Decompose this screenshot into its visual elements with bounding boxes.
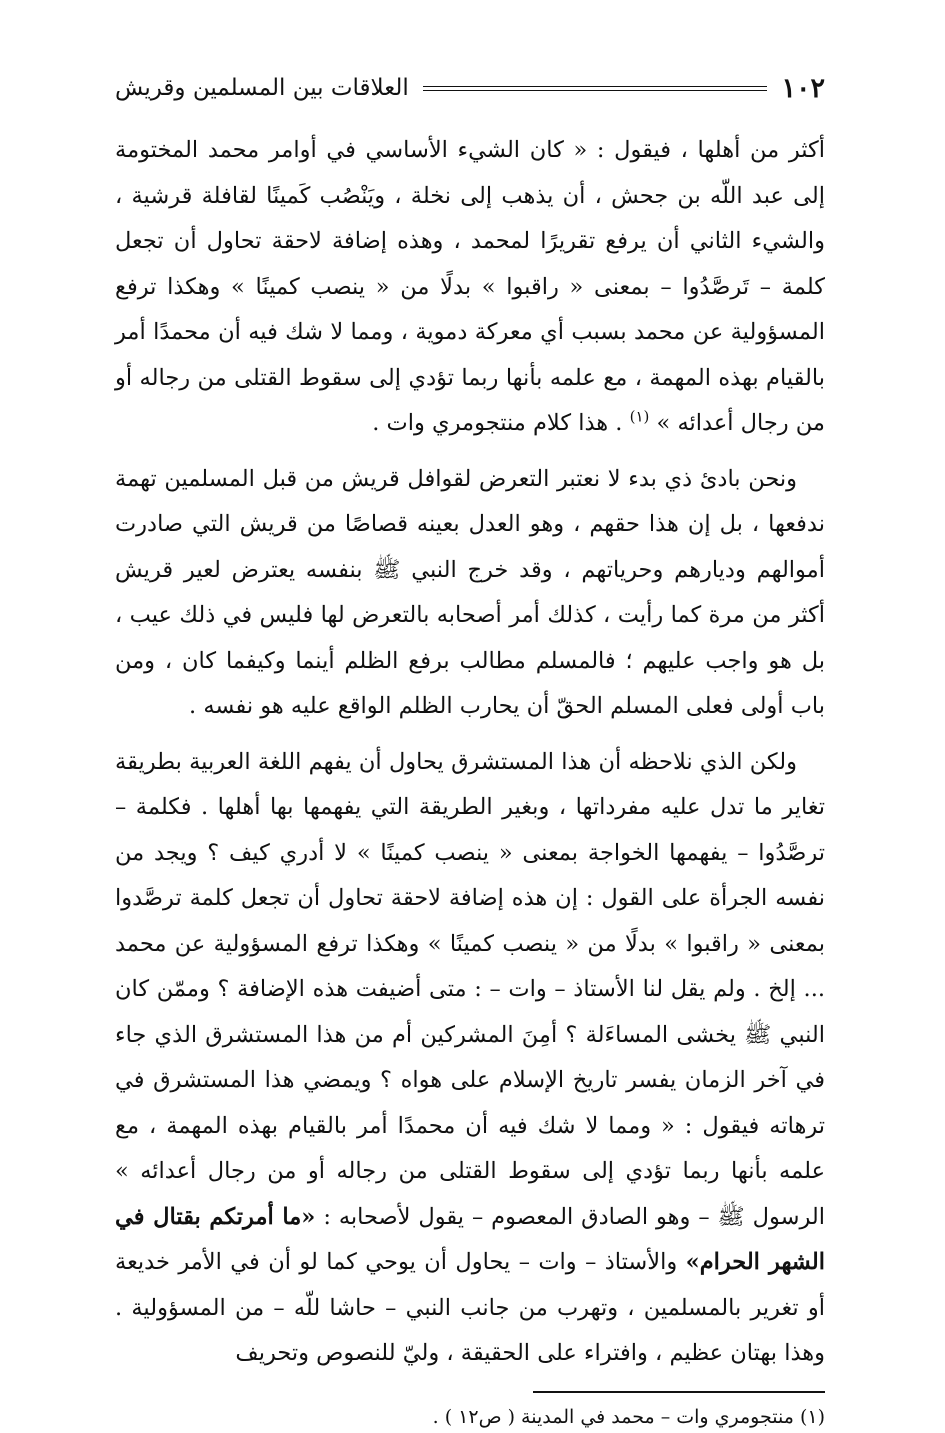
footnote: (١) منتجومري وات – محمد في المدينة ( ص١٢ ) .	[432, 1405, 825, 1428]
book-page	[115, 68, 825, 1428]
page-number: ١٠٢	[781, 72, 825, 104]
running-header	[115, 68, 825, 108]
paragraph-1-ending: . هذا كلام منتجومري وات .	[372, 410, 630, 436]
paragraph-1-text: أكثر من أهلها ، فيقول : « كان الشيء الأساسي في أوامر محمد المختومة إلى عبد اللّه بن جحش ، أن يذهب إلى نخلة ، ويَنْصُب كَمينًا لقافلة قرشية ، والشيء الثاني أن يرفع تقريرًا لمحمد ، وهذه إضافة لاحقة تحاول أن تجعل كلمة – تَرصَّدُوا – بمعنى « راقبوا » بدلًا من « ينصب كمينًا » وهكذا ترفع المسؤولية عن محمد بسبب أي معركة دموية ، ومما لا شك فيه أن محمدًا أمر بالقيام بهذه المهمة ، مع علمه بأنها ربما تؤدي إلى سقوط القتلى من رجاله أو من رجال أعدائه »	[115, 137, 825, 436]
paragraph-1	[115, 128, 825, 447]
hadith-quote: «ما أمرتكم بقتال في الشهر الحرام»	[115, 1203, 825, 1275]
paragraph-2: ونحن بادئ ذي بدء لا نعتبر التعرض لقوافل قريش من قبل المسلمين تهمة ندفعها ، بل إن هذا حقهم ، وهو العدل بعينه قصاصًا من قريش التي صادرت أموالهم وديارهم وحرياتهم ، وقد خرج النبي ﷺ بنفسه يعترض لعير قريش أكثر من مرة كما رأيت ، كذلك أمر أصحابه بالتعرض لها فليس في ذلك عيب ، بل هو واجب عليهم ؛ فالمسلم مطالب برفع الظلم أينما وكيفما كان ، ومن باب أولى فعلى المسلم الحقّ أن يحارب الظلم الواقع عليه هو نفسه .	[115, 465, 825, 719]
footnote-reference: (١)	[629, 407, 650, 426]
paragraph-3-ending: والأستاذ – وات – يحاول أن يوحي كما لو أن في الأمر خديعة أو تغرير بالمسلمين ، وتهرب من جانب النبي – حاشا للّه – من المسؤولية . وهذا بهتان عظيم ، وافتراء على الحقيقة ، وليّ للنصوص وتحريف	[115, 1249, 825, 1366]
running-title: العلاقات بين المسلمين وقريش	[115, 75, 409, 101]
header-rule	[423, 86, 768, 91]
footnote-rule	[533, 1391, 825, 1393]
body-text	[115, 128, 825, 1377]
paragraph-3-text: ولكن الذي نلاحظه أن هذا المستشرق يحاول أن يفهم اللغة العربية بطريقة تغاير ما تدل عليه مفرداتها ، وبغير الطريقة التي يفهمها بها أهلها . فكلمة – ترصَّدُوا – يفهمها الخواجة بمعنى « ينصب كمينًا » لا أدري كيف ؟ ويجد من نفسه الجرأة على القول : إن هذه إضافة لاحقة تحاول أن تجعل كلمة ترصَّدوا بمعنى « راقبوا » بدلًا من « ينصب كمينًا » وهكذا ترفع المسؤولية عن محمد ... إلخ . ولم يقل لنا الأستاذ – وات – : متى أضيفت هذه الإضافة ؟ وممّن كان النبي ﷺ يخشى المساءَلة ؟ أمِنَ المشركين أم من هذا المستشرق الذي جاء في آخر الزمان يفسر تاريخ الإسلام على هواه ؟ ويمضي هذا المستشرق في ترهاته فيقول : « ومما لا شك فيه أن محمدًا أمر بالقيام بهذه المهمة ، مع علمه بأنها ربما تؤدي إلى سقوط القتلى من رجاله أو من رجال أعدائه » الرسول ﷺ – وهو الصادق المعصوم – يقول لأصحابه :	[115, 748, 825, 1230]
paragraph-3	[115, 740, 825, 1377]
